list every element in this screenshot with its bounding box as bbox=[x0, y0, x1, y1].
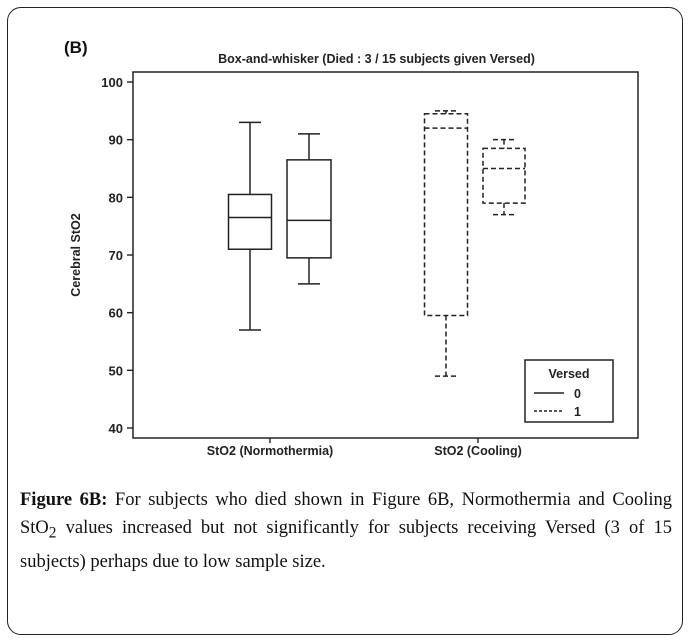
y-tick-label: 100 bbox=[101, 75, 123, 90]
x-tick-label: StO2 (Normothermia) bbox=[206, 444, 334, 458]
box-0-0 bbox=[229, 122, 272, 330]
y-axis-label: Cerebral StO2 bbox=[69, 213, 83, 297]
legend-label-1: 1 bbox=[574, 405, 581, 419]
box-iqr bbox=[425, 114, 468, 316]
y-tick-label: 70 bbox=[108, 248, 123, 263]
legend-title: Versed bbox=[548, 367, 590, 381]
y-tick-label: 90 bbox=[108, 132, 123, 148]
y-tick-label: 50 bbox=[108, 363, 123, 379]
legend bbox=[525, 360, 613, 422]
panel-label: (B) bbox=[64, 38, 88, 57]
box-iqr bbox=[483, 148, 525, 203]
box-iqr bbox=[229, 194, 272, 249]
x-tick-label: StO2 (Cooling) bbox=[434, 444, 522, 458]
box-iqr bbox=[287, 160, 331, 258]
caption-label: Figure 6B: bbox=[20, 490, 108, 510]
y-tick-label: 60 bbox=[108, 305, 123, 321]
chart-title: Box-and-whisker (Died : 3 / 15 subjects given Versed) bbox=[218, 52, 535, 66]
box-0-1 bbox=[287, 134, 331, 284]
box-1-1 bbox=[483, 140, 525, 215]
caption-text-before: For subjects who died shown in Figure 6B, Normothermia and Cooling StO bbox=[20, 490, 672, 538]
box-1-0 bbox=[425, 111, 468, 376]
caption-text-after: values increased but not significantly for subjects receiving Versed (3 of 15 subjects) perhaps due to low sample size. bbox=[20, 518, 672, 572]
box-series bbox=[229, 111, 526, 376]
legend-label-0: 0 bbox=[574, 387, 581, 401]
figure-caption bbox=[20, 486, 672, 576]
y-tick-label: 40 bbox=[108, 421, 123, 436]
y-tick-label: 80 bbox=[108, 190, 123, 206]
caption-subscript: 2 bbox=[48, 524, 57, 542]
